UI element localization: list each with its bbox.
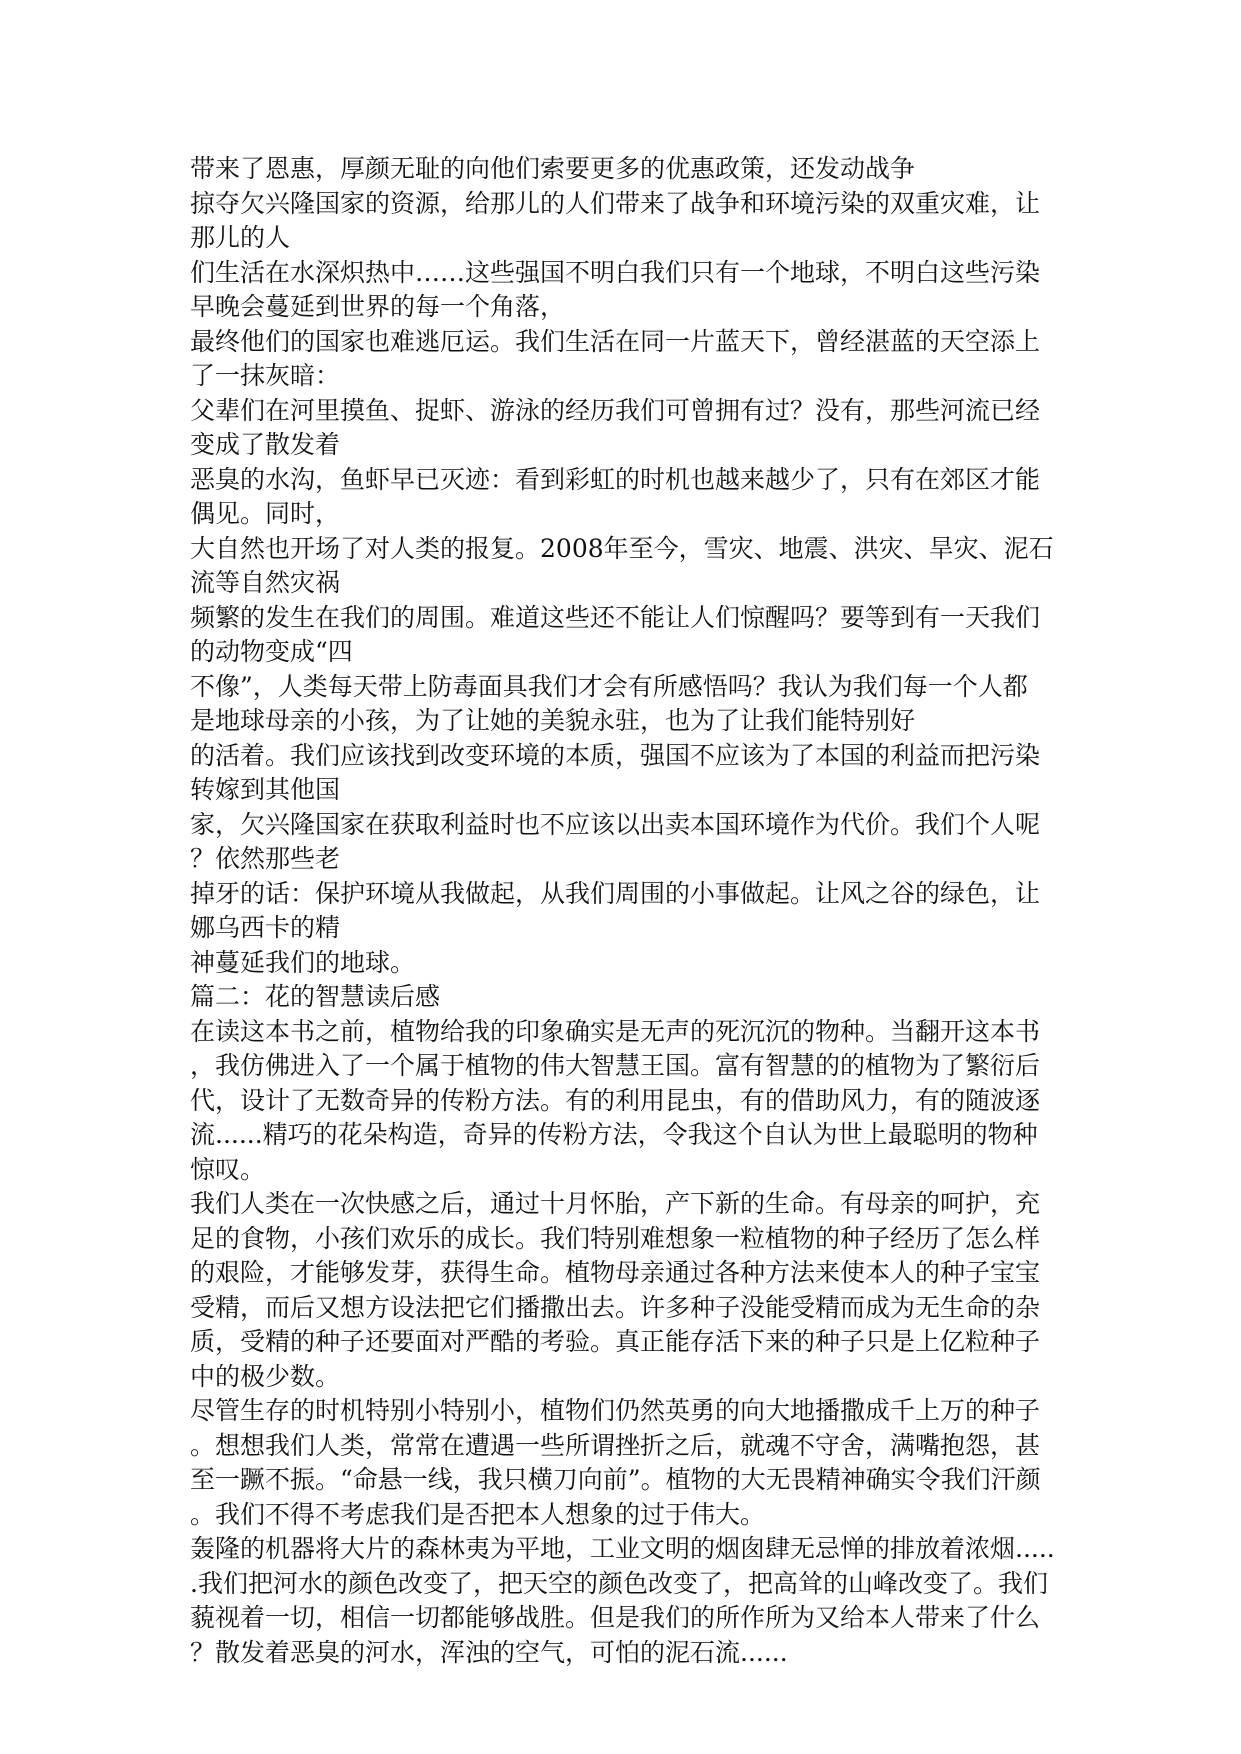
text-line: 。我们不得不考虑我们是否把本人想象的过于伟大。 [190,1499,766,1529]
text-line: 的艰险，才能够发芽，获得生命。植物母亲通过各种方法来使本人的种子宝宝 [190,1258,1041,1287]
text-line: 中的极少数。 [190,1361,341,1391]
text-line: ，我仿佛进入了一个属于植物的伟大智慧王国。富有智慧的的植物为了繁衍后 [190,1051,1041,1080]
text-line: 尽管生存的时机特别小特别小，植物们仍然英勇的向大地播撒成千上万的种子 [190,1396,1041,1425]
text-line: 转嫁到其他国 [190,775,341,804]
text-line: 最终他们的国家也难逃厄运。我们生活在同一片蓝天下，曾经湛蓝的天空添上 [190,326,1041,356]
text-line: 了一抹灰暗： [190,361,341,390]
text-line: 受精，而后又想方设法把它们播撒出去。许多种子没能受精而成为无生命的杂 [190,1292,1041,1322]
text-line: 家，欠兴隆国家在获取利益时也不应该以出卖本国环境作为代价。我们个人呢 [190,809,1041,839]
text-line: 掉牙的话：保护环境从我做起，从我们周围的小事做起。让风之谷的绿色，让 [190,878,1041,908]
document-body [190,152,1055,1670]
text-line: 轰隆的机器将大片的森林夷为平地，工业文明的烟囱肆无忌惮的排放着浓烟..... [190,1534,1055,1563]
text-line: .我们把河水的颜色改变了，把天空的颜色改变了，把高耸的山峰改变了。我们 [190,1568,1048,1598]
text-line: 在读这本书之前，植物给我的印象确实是无声的死沉沉的物种。当翻开这本书 [190,1016,1041,1046]
text-line: 那儿的人 [190,223,291,252]
text-line: 大自然也开场了对人类的报复。2008年至今，雪灾、地震、洪灾、旱灾、泥石 [190,533,1054,563]
text-line: 流等自然灾祸 [190,568,341,597]
text-line: 早晚会蔓延到世界的每一个角落， [190,292,566,321]
text-line: 的活着。我们应该找到改变环境的本质，强国不应该为了本国的利益而把污染 [190,740,1041,770]
text-line: 父辈们在河里摸鱼、捉虾、游泳的经历我们可曾拥有过？没有，那些河流已经 [190,395,1041,425]
text-line: 们生活在水深炽热中……这些强国不明白我们只有一个地球，不明白这些污染 [190,257,1041,287]
text-line: 带来了恩惠，厚颜无耻的向他们索要更多的优惠政策，还发动战争 [190,154,916,183]
text-line: 神蔓延我们的地球。 [190,947,416,977]
text-line: 恶臭的水沟，鱼虾早已灭迹：看到彩虹的时机也越来越少了，只有在郊区才能 [190,464,1041,494]
text-line: 是地球母亲的小孩，为了让她的美貌永驻，也为了让我们能特别好 [190,706,916,735]
text-line: ？散发着恶臭的河水，浑浊的空气，可怕的泥石流...... [190,1637,788,1667]
text-line: 掠夺欠兴隆国家的资源，给那儿的人们带来了战争和环境污染的双重灾难，让 [190,188,1041,218]
text-line: 偶见。同时， [190,499,341,528]
text-line: 娜乌西卡的精 [190,913,341,942]
text-line: 至一蹶不振。“命悬一线，我只横刀向前”。植物的大无畏精神确实令我们汗颜 [190,1465,1041,1494]
text-line: 不像”，人类每天带上防毒面具我们才会有所感悟吗？我认为我们每一个人都 [190,671,1028,701]
text-line: 足的食物，小孩们欢乐的成长。我们特别难想象一粒植物的种子经历了怎么样 [190,1223,1041,1253]
text-line: 的动物变成“四 [190,637,353,666]
text-line: 质，受精的种子还要面对严酷的考验。真正能存活下来的种子只是上亿粒种子 [190,1327,1041,1356]
text-line: 代，设计了无数奇异的传粉方法。有的利用昆虫，有的借助风力，有的随波逐 [190,1085,1041,1115]
text-line: 我们人类在一次快感之后，通过十月怀胎，产下新的生命。有母亲的呵护，充 [190,1189,1041,1218]
text-line: ？依然那些老 [190,844,341,873]
text-line: 。想想我们人类，常常在遭遇一些所谓挫折之后，就魂不守舍，满嘴抱怨，甚 [190,1430,1041,1460]
section-heading: 篇二：花的智慧读后感 [190,982,441,1011]
text-line: 流......精巧的花朵构造，奇异的传粉方法，令我这个自认为世上最聪明的物种 [190,1120,1038,1149]
text-line: 惊叹。 [190,1154,266,1184]
text-line: 变成了散发着 [190,430,341,459]
text-line: 频繁的发生在我们的周围。难道这些还不能让人们惊醒吗？要等到有一天我们 [190,602,1041,632]
text-line: 藐视着一切，相信一切都能够战胜。但是我们的所作所为又给本人带来了什么 [190,1603,1041,1632]
